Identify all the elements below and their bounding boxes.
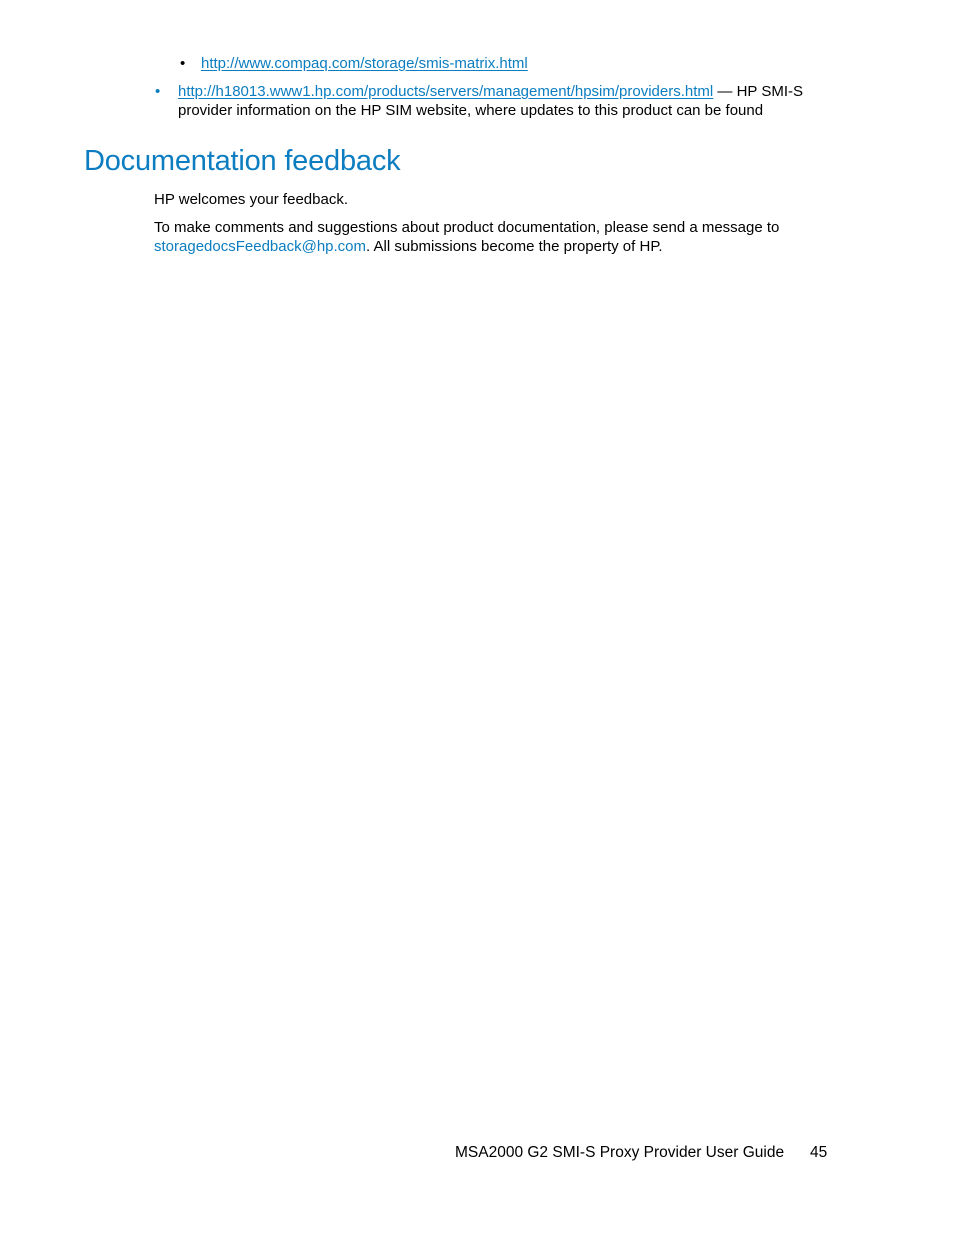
bullet-marker: • xyxy=(180,55,186,72)
bullet-marker: • xyxy=(155,83,161,100)
page-footer xyxy=(455,1143,828,1163)
feedback-welcome-paragraph: HP welcomes your feedback. xyxy=(154,191,348,208)
footer-guide-title: MSA2000 G2 SMI-S Proxy Provider User Guide xyxy=(455,1144,785,1161)
hpsim-providers-link[interactable]: http://h18013.www1.hp.com/products/servers/management/hpsim/providers.html xyxy=(178,83,714,100)
feedback-instructions-paragraph xyxy=(154,218,814,256)
instructions-text-after: . All submissions become the property of HP. xyxy=(366,238,663,255)
bullet-text xyxy=(201,54,528,73)
section-heading: Documentation feedback xyxy=(84,145,401,177)
hpsim-providers-description: — HP SMI-S provider information on the HP SIM website, where updates to this product can be found xyxy=(178,83,803,119)
feedback-email-link[interactable]: storagedocsFeedback@hp.com xyxy=(154,238,367,255)
compaq-smis-matrix-link[interactable]: http://www.compaq.com/storage/smis-matrix.html xyxy=(201,55,528,72)
bullet-text xyxy=(178,82,833,120)
footer-page-number: 45 xyxy=(810,1144,828,1161)
instructions-text-before: To make comments and suggestions about product documentation, please send a message to xyxy=(154,219,780,236)
